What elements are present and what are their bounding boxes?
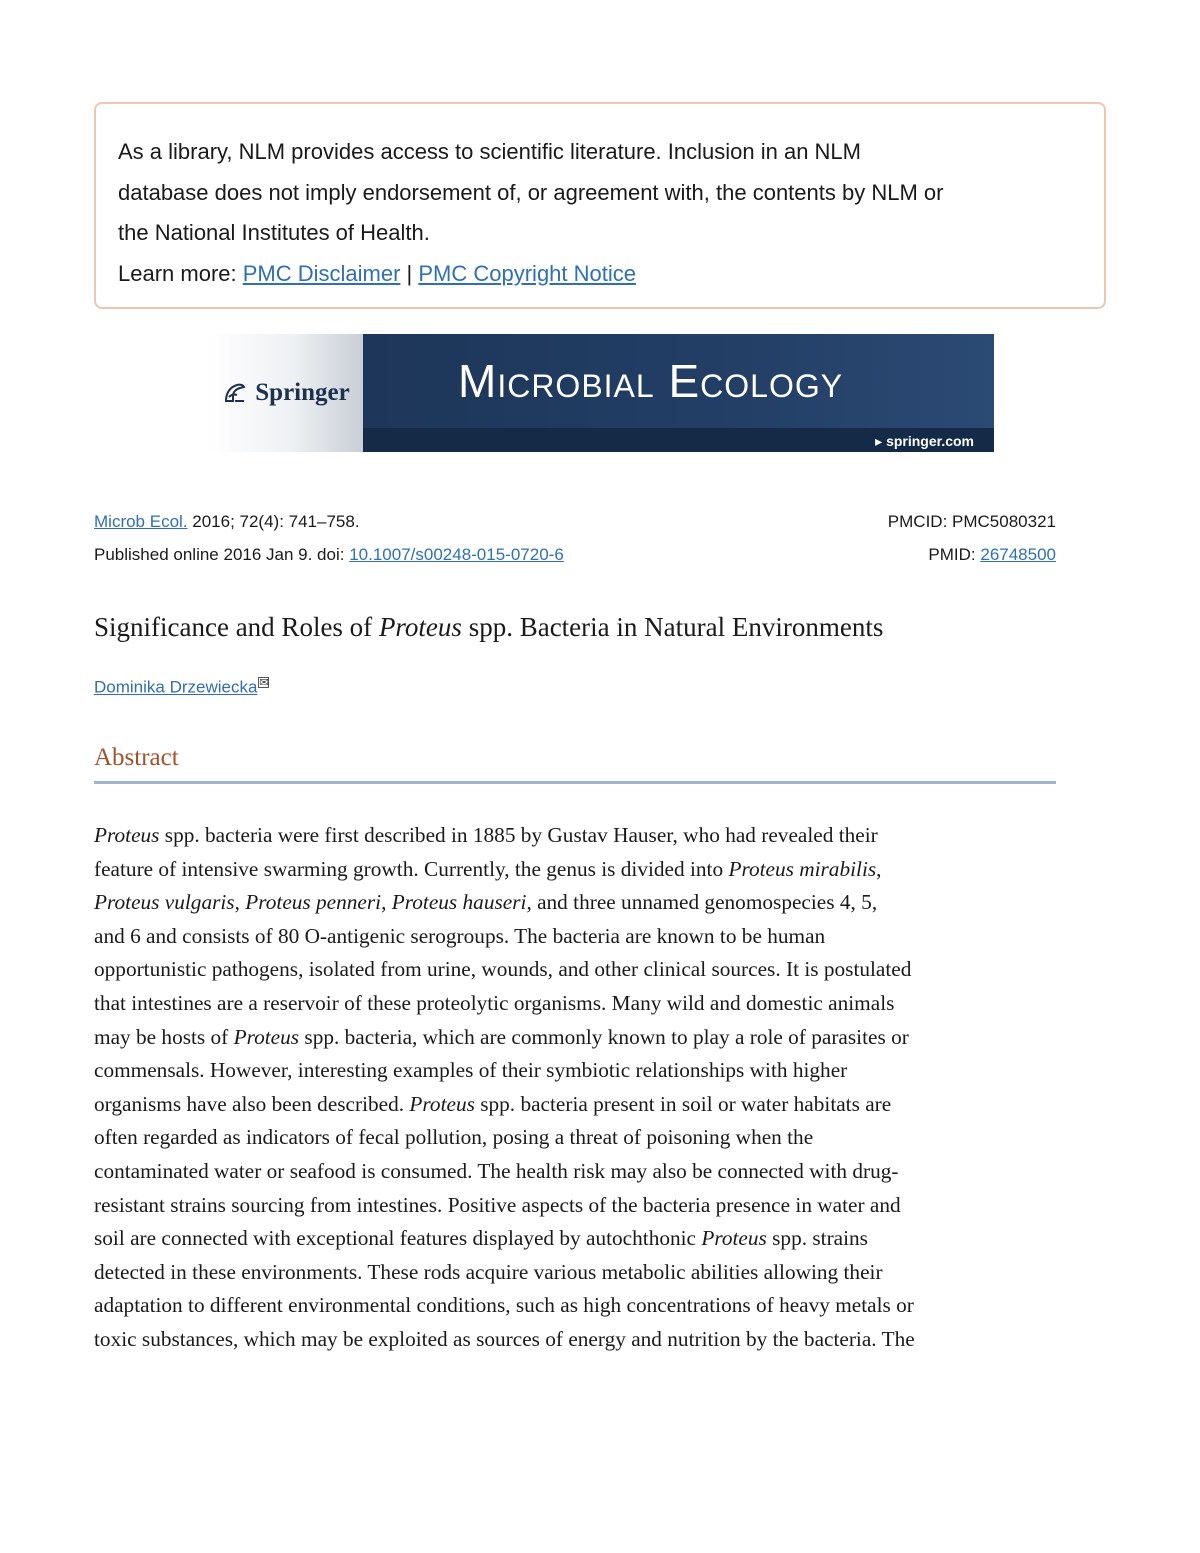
citation-line: [94, 512, 1056, 532]
email-icon[interactable]: ✉: [259, 677, 269, 689]
citation-details: 2016; 72(4): 741–758.: [187, 512, 360, 531]
notice-text: As a library, NLM provides access to scientific literature. Inclusion in an NLM database does not imply endorsement of, or agreement with, the contents by NLM or the National Institutes of Health. Learn more: PMC Disclaimer | PMC Copyright Notice: [118, 139, 944, 286]
abstract-text: Proteus spp. bacteria were first described in 1885 by Gustav Hauser, who had revealed their feature of intensive swarming growth. Currently, the genus is divided into Proteus mirabilis, Proteus vulgaris, Proteus penneri, Proteus hauseri, and three unnamed genomospecies 4, 5, and 6 and consists of 80 O-antigenic serogroups. The bacteria are known to be human opportunistic pathogens, isolated from urine, wounds, and other clinical sources. It is postulated that intestines are a reservoir of these proteolytic organisms. Many wild and domestic animals may be hosts of Proteus spp. bacteria, which are commonly known to play a role of parasites or commensals. However, interesting examples of their symbiotic relationships with higher organisms have also been described. Proteus spp. bacteria present in soil or water habitats are often regarded as indicators of fecal pollution, posing a threat of poisoning when the contaminated water or seafood is consumed. The health risk may also be connected with drug- resistant strains sourcing from intestines. Positive aspects of the bacteria presence in water and soil are connected with exceptional features displayed by autochthonic Proteus spp. strains detected in these environments. These rods acquire various metabolic abilities allowing their adaptation to different environmental conditions, such as high concentrations of heavy metals or toxic substances, which may be exploited as sources of energy and nutrition by the bacteria. The: [94, 823, 915, 1351]
journal-title: Microbial Ecology: [458, 355, 844, 407]
springer-logo: [208, 334, 363, 452]
pmid-link[interactable]: 26748500: [980, 545, 1056, 564]
abstract-heading: Abstract: [94, 744, 1056, 784]
doi-link[interactable]: 10.1007/s00248-015-0720-6: [349, 545, 564, 564]
link-separator: |: [400, 260, 419, 286]
published-info: Published online 2016 Jan 9. doi: 10.1007/s00248-015-0720-6: [94, 545, 564, 564]
pmcid: PMCID: PMC5080321: [887, 512, 1056, 531]
nlm-disclaimer-notice: [94, 102, 1106, 309]
springer-horse-icon: [221, 379, 249, 407]
journal-banner-title-area: [363, 334, 994, 452]
citation-left: [94, 512, 360, 532]
pmc-copyright-link[interactable]: PMC Copyright Notice: [418, 260, 637, 286]
author-line: [94, 677, 269, 698]
article-title: Significance and Roles of Proteus spp. Bacteria in Natural Environments: [94, 612, 884, 642]
publisher-name: Springer: [255, 379, 350, 406]
learn-more-label: Learn more:: [118, 260, 243, 286]
journal-banner: [208, 334, 994, 452]
author-link[interactable]: Dominika Drzewiecka: [94, 677, 258, 697]
pmid: PMID: 26748500: [928, 545, 1056, 564]
journal-link[interactable]: Microb Ecol.: [94, 512, 188, 531]
pmc-disclaimer-link[interactable]: PMC Disclaimer: [242, 260, 401, 286]
springer-site-label: ▸ springer.com: [875, 433, 974, 449]
publication-line: [94, 545, 1056, 565]
